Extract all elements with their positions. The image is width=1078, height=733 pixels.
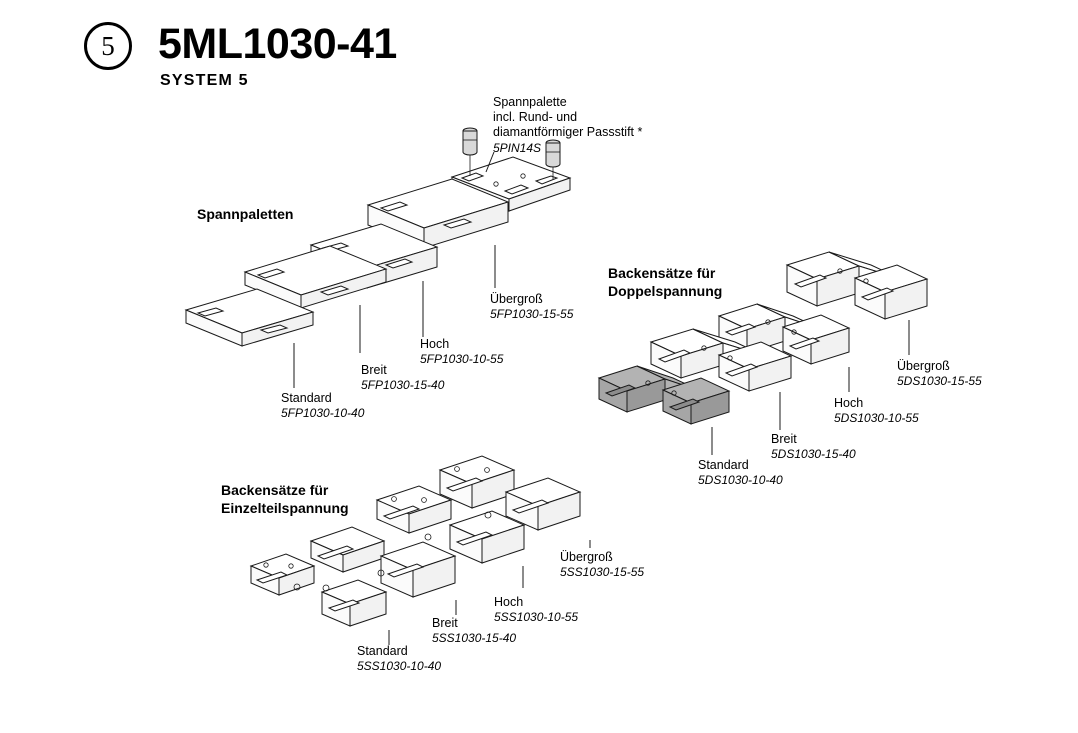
callout-pin-line2: incl. Rund- und (493, 110, 578, 124)
group-title-doppelspannung-line2: Doppelspannung (608, 283, 723, 299)
callout-fp-hoch-name: Hoch (420, 337, 450, 351)
callout-ss-hoch-name: Hoch (494, 595, 524, 609)
callout-ds-breit-code: 5DS1030-15-40 (771, 447, 856, 461)
diamond-pin (546, 140, 560, 167)
callout-pin-line3: diamantförmiger Passstift * (493, 125, 643, 139)
part-ss-standard-lower (322, 580, 386, 626)
callout-ss-uebergross-code: 5SS1030-15-55 (560, 565, 645, 579)
callout-ds-standard-code: 5DS1030-10-40 (698, 473, 783, 487)
part-fp-standard (186, 289, 313, 346)
page-subtitle: SYSTEM 5 (160, 72, 249, 89)
part-ss-breit (377, 486, 451, 533)
group-title-einzelteilspannung-line2: Einzelteilspannung (221, 500, 349, 516)
callout-fp-uebergross-code: 5FP1030-15-55 (490, 307, 574, 321)
callout-ss-breit-name: Breit (432, 616, 458, 630)
part-ss-standard-upper (311, 527, 384, 572)
callout-pin-code: 5PIN14S (493, 141, 542, 155)
group-title-doppelspannung-line1: Backensätze für (608, 265, 716, 281)
part-fp-breit (245, 246, 386, 308)
part-fp-uebergross (368, 179, 508, 248)
system-badge: 5 (84, 22, 132, 70)
callout-fp-breit-code: 5FP1030-15-40 (361, 378, 445, 392)
callout-ss-standard-name: Standard (357, 644, 408, 658)
callout-ds-uebergross-name: Übergroß (897, 359, 950, 373)
callout-fp-hoch-code: 5FP1030-10-55 (420, 352, 504, 366)
group-title-einzelteilspannung-line1: Backensätze für (221, 482, 329, 498)
group-title-spannpaletten: Spannpaletten (197, 206, 294, 222)
callout-ss-standard-code: 5SS1030-10-40 (357, 659, 442, 673)
part-ss-hoch (506, 478, 580, 530)
part-ds-hoch (719, 304, 849, 364)
callout-ss-breit-code: 5SS1030-15-40 (432, 631, 517, 645)
part-ds-breit (651, 329, 791, 391)
part-ss-hoch-lower (450, 511, 524, 563)
page-title: 5ML1030-41 (158, 20, 397, 68)
callout-ds-uebergross-code: 5DS1030-15-55 (897, 374, 982, 388)
part-ds-uebergross (787, 252, 927, 319)
part-ss-breit-lower (381, 542, 455, 597)
callout-ss-uebergross-name: Übergroß (560, 550, 613, 564)
callout-fp-breit-name: Breit (361, 363, 387, 377)
callout-fp-standard-code: 5FP1030-10-40 (281, 406, 365, 420)
part-ds-standard (599, 366, 729, 424)
callout-fp-standard-name: Standard (281, 391, 332, 405)
round-pin (463, 128, 477, 155)
part-fp-hoch (311, 224, 437, 288)
part-ss-uebergross (440, 456, 514, 508)
callout-ds-hoch-code: 5DS1030-10-55 (834, 411, 919, 425)
callout-ds-standard-name: Standard (698, 458, 749, 472)
callout-ss-hoch-code: 5SS1030-10-55 (494, 610, 579, 624)
callout-ds-breit-name: Breit (771, 432, 797, 446)
part-ss-standard (251, 554, 314, 595)
callout-ds-hoch-name: Hoch (834, 396, 864, 410)
callout-pin-line1: Spannpalette (493, 95, 567, 109)
callout-fp-uebergross-name: Übergroß (490, 292, 543, 306)
